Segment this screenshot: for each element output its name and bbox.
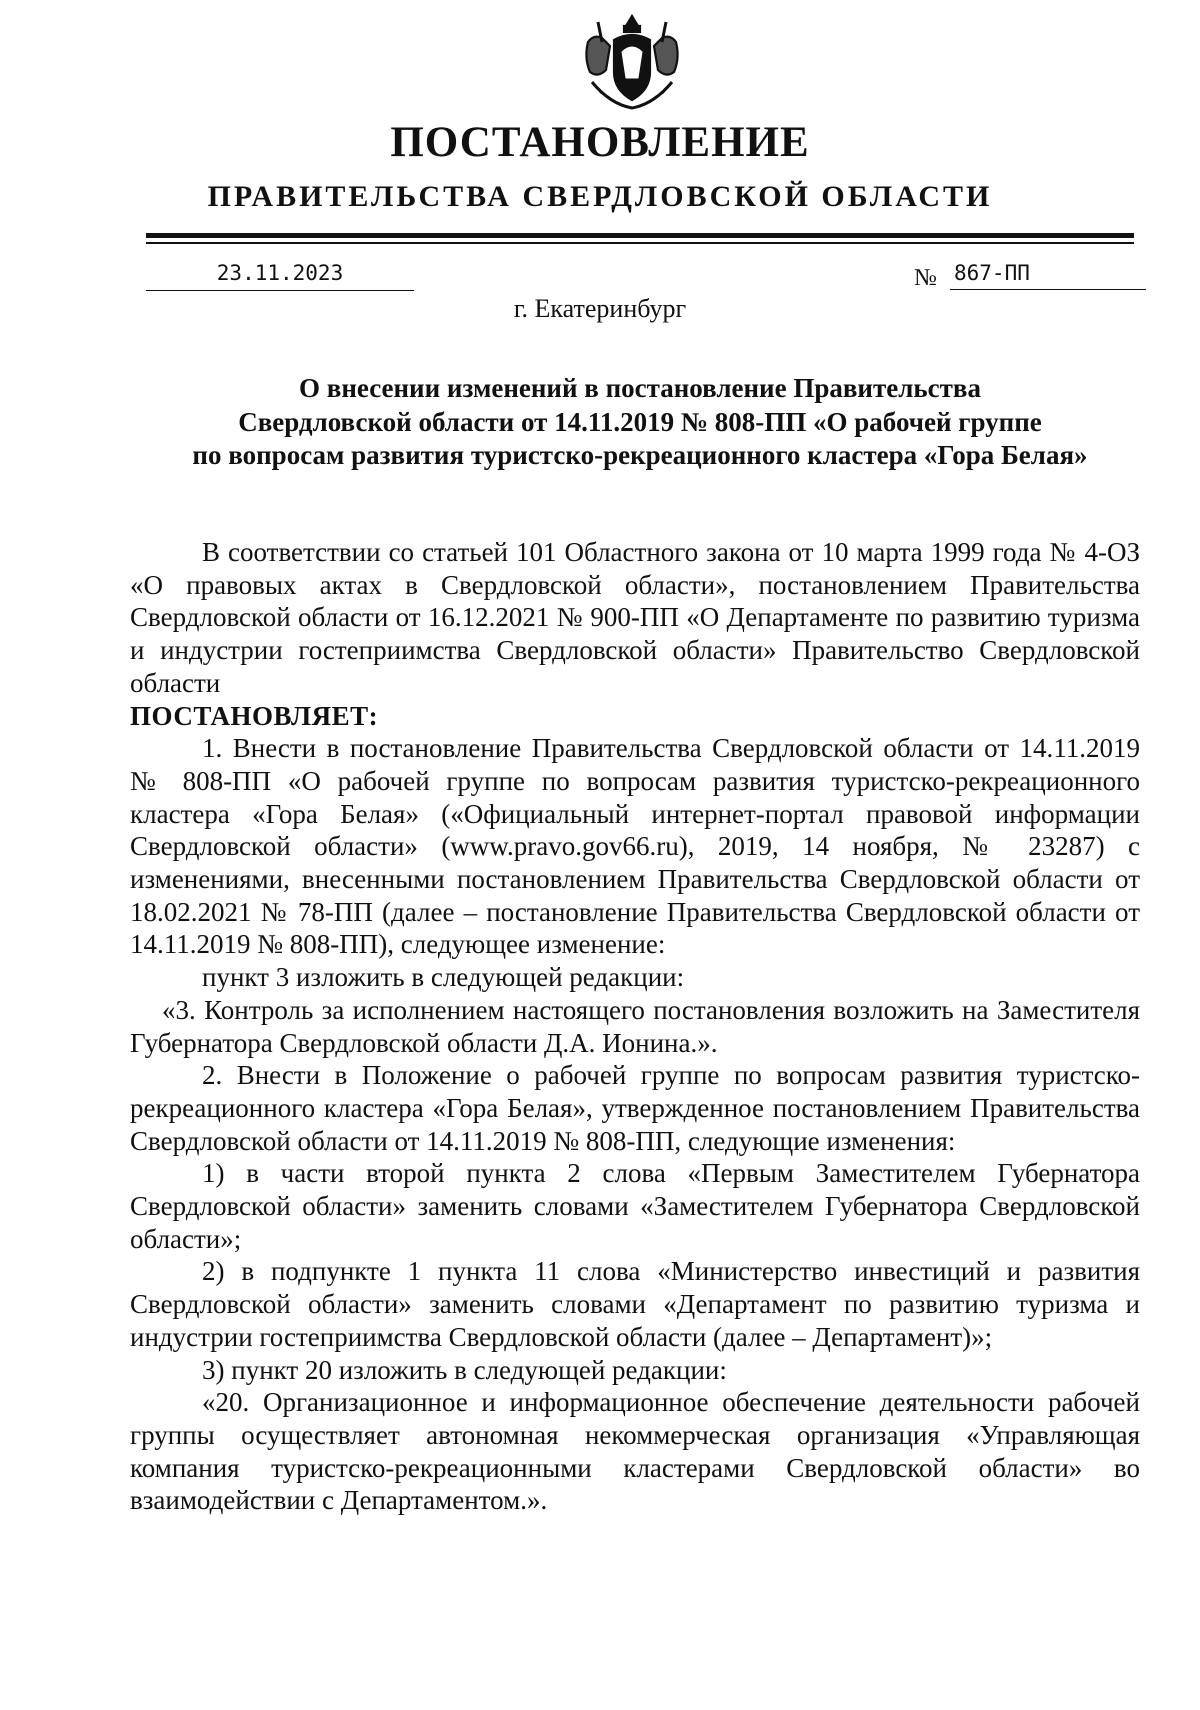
document-title-line: Свердловской области от 14.11.2019 № 808-ПП «О рабочей группе	[238, 406, 1042, 437]
body-paragraph: 2) в подпункте 1 пункта 11 слова «Министерство инвестиций и развития Свердловской области» заменить словами «Департамент по развитию туризма и индустрии гостеприимства Свердловской области (далее – Департамент)»;	[130, 1256, 1140, 1352]
decree-word: ПОСТАНОВЛЯЕТ:	[130, 700, 379, 731]
document-title-line: О внесении изменений в постановление Правительства	[299, 373, 981, 403]
sverdlovsk-coat-of-arms-icon	[580, 12, 684, 112]
city-label: г. Екатеринбург	[513, 294, 687, 323]
body-paragraph: 1. Внести в постановление Правительства Свердловской области от 14.11.2019 № 808-ПП «О рабочей группе по вопросам развития туристско-рекреационного кластера «Гора Белая» («Официальный интернет-портал правовой информации Свердловской области» (www.pravo.gov66.ru), 2019, 14 ноября, № 23287) с изменениями, внесенными постановлением Правительства Свердловской области от 18.02.2021 № 78-ПП (далее – постановление Правительства Свердловской области от 14.11.2019 № 808-ПП), следующее изменение:	[130, 733, 1140, 960]
document-date: 23.11.2023	[146, 258, 414, 291]
body-paragraph: 3) пункт 20 изложить в следующей редакции:	[202, 1354, 727, 1385]
document-number: 867-ПП	[950, 258, 1146, 290]
document-title	[130, 372, 1150, 473]
document-type-heading: ПОСТАНОВЛЕНИЕ	[390, 119, 810, 166]
preamble-paragraph: В соответствии со статьей 101 Областного закона от 10 марта 1999 года № 4-ОЗ «О правовых актах в Свердловской области», постановлением Правительства Свердловской области от 16.12.2021 № 900-ПП «О Департаменте по развитию туризма и индустрии гостеприимства Свердловской области» Правительство Свердловской области	[130, 537, 1140, 698]
header-divider-thin	[146, 242, 1134, 244]
issuer-heading: ПРАВИТЕЛЬСТВА СВЕРДЛОВСКОЙ ОБЛАСТИ	[207, 180, 993, 213]
document-title-line: по вопросам развития туристско-рекреационного кластера «Гора Белая»	[192, 440, 1088, 470]
body-paragraph: 2. Внести в Положение о рабочей группе по вопросам развития туристско-рекреационного кластера «Гора Белая», утвержденное постановлением Правительства Свердловской области от 14.11.2019 № 808-ПП, следующие изменения:	[130, 1060, 1140, 1156]
number-sign: №	[914, 265, 937, 291]
header-divider-thick	[146, 233, 1134, 238]
body-paragraph: «3. Контроль за исполнением настоящего постановления возложить на Заместителя Губернатора Свердловской области Д.А. Ионина.».	[130, 994, 1140, 1058]
body-paragraph: «20. Организационное и информационное обеспечение деятельности рабочей группы осуществляет автономная некоммерческая организация «Управляющая компания туристско-рекреационными кластерами Свердловской области» во взаимодействии с Департаментом.».	[130, 1387, 1140, 1516]
document-body	[130, 536, 1140, 1517]
body-paragraph: пункт 3 изложить в следующей редакции:	[202, 962, 685, 993]
body-paragraph: 1) в части второй пункта 2 слова «Первым Заместителем Губернатора Свердловской области» заменить словами «Заместителем Губернатора Свердловской области»;	[130, 1158, 1140, 1254]
